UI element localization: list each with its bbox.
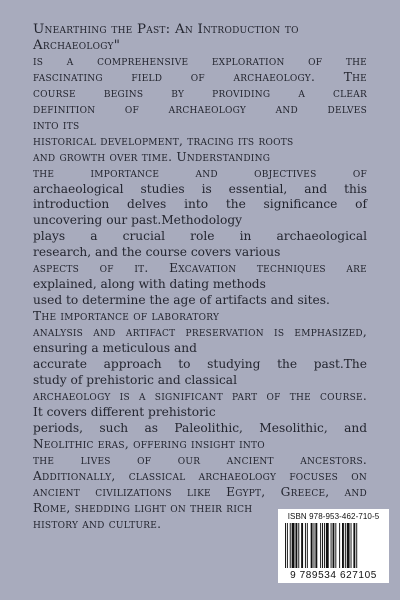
blurb-line: definition of archaeology and delves bbox=[33, 101, 367, 116]
blurb-line: periods, such as Paleolithic, Mesolithic, and bbox=[33, 420, 367, 435]
blurb-line: The importance of laboratory bbox=[33, 309, 220, 324]
blurb-line: and growth over time. Understanding bbox=[33, 149, 271, 164]
blurb-line: Archaeology" bbox=[33, 37, 121, 53]
blurb-line: the importance and objectives of bbox=[33, 165, 367, 180]
blurb-line: ensuring a meticulous and bbox=[33, 341, 197, 356]
blurb-line: archaeology is a significant part of the course. bbox=[33, 388, 367, 403]
blurb-line: Neolithic eras, offering insight into bbox=[33, 436, 265, 451]
blurb-line: ancient civilizations like Egypt, Greece, and bbox=[33, 484, 367, 499]
blurb-line: course begins by providing a clear bbox=[33, 85, 367, 100]
blurb-line: analysis and artifact preservation is emphasized, bbox=[33, 325, 367, 340]
blurb-line: is a comprehensive exploration of the bbox=[33, 53, 367, 68]
blurb-line: study of prehistoric and classical bbox=[33, 372, 237, 387]
blurb-line: into its bbox=[33, 117, 80, 132]
blurb-line: plays a crucial role in archaeological bbox=[33, 229, 367, 244]
blurb-line: aspects of it. Excavation techniques are bbox=[33, 261, 367, 276]
isbn-barcode-box bbox=[278, 509, 389, 583]
blurb-line: fascinating field of archaeology. The bbox=[33, 69, 367, 84]
blurb-line: historical development, tracing its roots bbox=[33, 133, 294, 148]
blurb-line: accurate approach to studying the past.The bbox=[33, 357, 367, 372]
blurb-line: Rome, shedding light on their rich bbox=[33, 500, 253, 515]
blurb-line: research, and the course covers various bbox=[33, 245, 281, 260]
blurb-line: explained, along with dating methods bbox=[33, 277, 266, 292]
blurb-line: used to determine the age of artifacts and sites. bbox=[33, 293, 330, 308]
blurb-line: introduction delves into the significance of bbox=[33, 197, 367, 212]
blurb-line: Unearthing the Past: An Introduction to bbox=[33, 22, 299, 37]
blurb-line: uncovering our past.Methodology bbox=[33, 213, 243, 228]
blurb-line: the lives of our ancient ancestors. bbox=[33, 452, 367, 467]
blurb-line: Additionally, classical archaeology focuses on bbox=[33, 468, 367, 483]
blurb-line: history and culture. bbox=[33, 516, 162, 531]
barcode-digits: 9 789534 627105 bbox=[290, 570, 377, 581]
isbn-label: ISBN 978-953-462-710-5 bbox=[287, 512, 380, 521]
blurb-line: archaeological studies is essential, and this bbox=[33, 181, 367, 196]
barcode-icon bbox=[284, 523, 383, 570]
back-cover-blurb bbox=[33, 22, 367, 533]
blurb-line: It covers different prehistoric bbox=[33, 404, 216, 419]
